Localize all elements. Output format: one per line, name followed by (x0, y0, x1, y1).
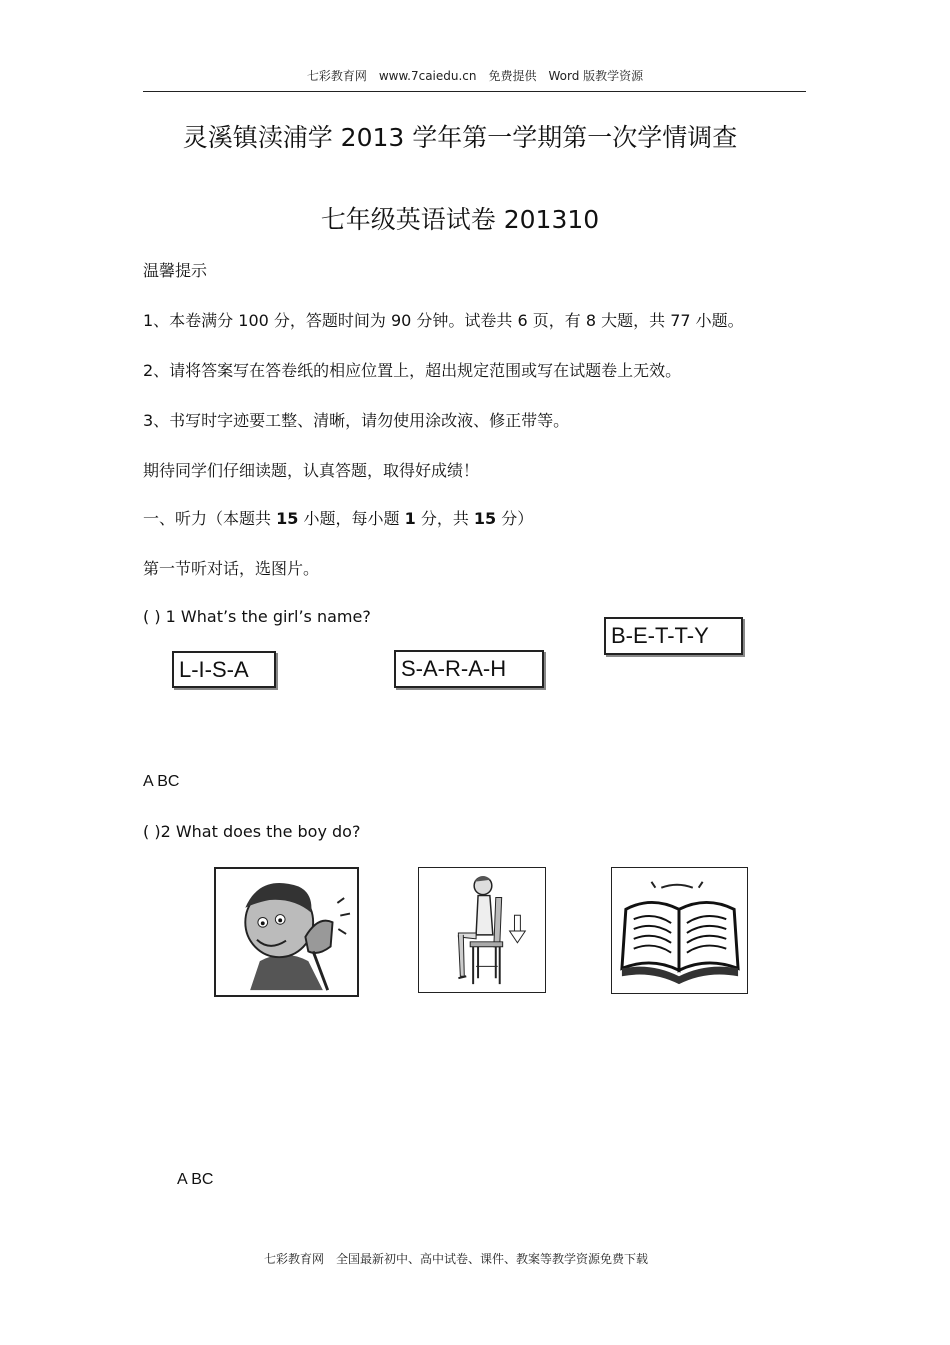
question-2: ( )2 What does the boy do? (143, 822, 361, 841)
option-a-name-box: L-I-S-A (172, 651, 276, 688)
section-prefix: 一、听力（本题共 (143, 509, 272, 528)
exam-title: 灵溪镇渎浦学 2013 学年第一学期第一次学情调查 (182, 123, 738, 152)
total-points: 15 (473, 509, 497, 528)
open-book-image (611, 867, 748, 994)
question-count: 15 (276, 509, 299, 528)
q2-option-letters: A BC (177, 1171, 214, 1188)
tip-item-1: 1、本卷满分 100 分，答题时间为 90 分钟。试卷共 6 页，有 8 大题，共 77 小题。 (143, 311, 744, 330)
points-per-question: 1 (404, 509, 416, 528)
section-mid2: 分，共 (420, 509, 469, 528)
good-luck-message: 期待同学们仔细读题，认真答题，取得好成绩！ (143, 461, 480, 480)
question-1: ( ) 1 What’s the girl’s name? (143, 607, 371, 626)
option-b-name-box: S-A-R-A-H (394, 650, 544, 688)
header-divider (143, 91, 806, 92)
exam-subtitle: 七年级英语试卷 201310 (320, 205, 600, 234)
tip-item-2: 2、请将答案写在答卷纸的相应位置上，超出规定范围或写在试题卷上无效。 (143, 361, 682, 380)
page-footer: 七彩教育网 全国最新初中、高中试卷、课件、教案等教学资源免费下载 (263, 1252, 648, 1266)
section-listening-heading (143, 506, 533, 529)
part1-instruction: 第一节听对话，选图片。 (143, 559, 320, 578)
q1-option-letters: A BC (143, 773, 180, 790)
section-mid1: 小题，每小题 (303, 509, 400, 528)
option-c-name-box: B-E-T-T-Y (604, 617, 743, 655)
boy-listening-image (214, 867, 359, 997)
section-suffix: 分） (501, 509, 534, 528)
page-header: 七彩教育网 www.7caiedu.cn 免费提供 Word 版教学资源 (306, 69, 644, 83)
tips-heading: 温馨提示 (143, 261, 208, 280)
tip-item-3: 3、书写时字迹要工整、清晰，请勿使用涂改液、修正带等。 (143, 411, 570, 430)
boy-sitting-down-image (418, 867, 546, 993)
